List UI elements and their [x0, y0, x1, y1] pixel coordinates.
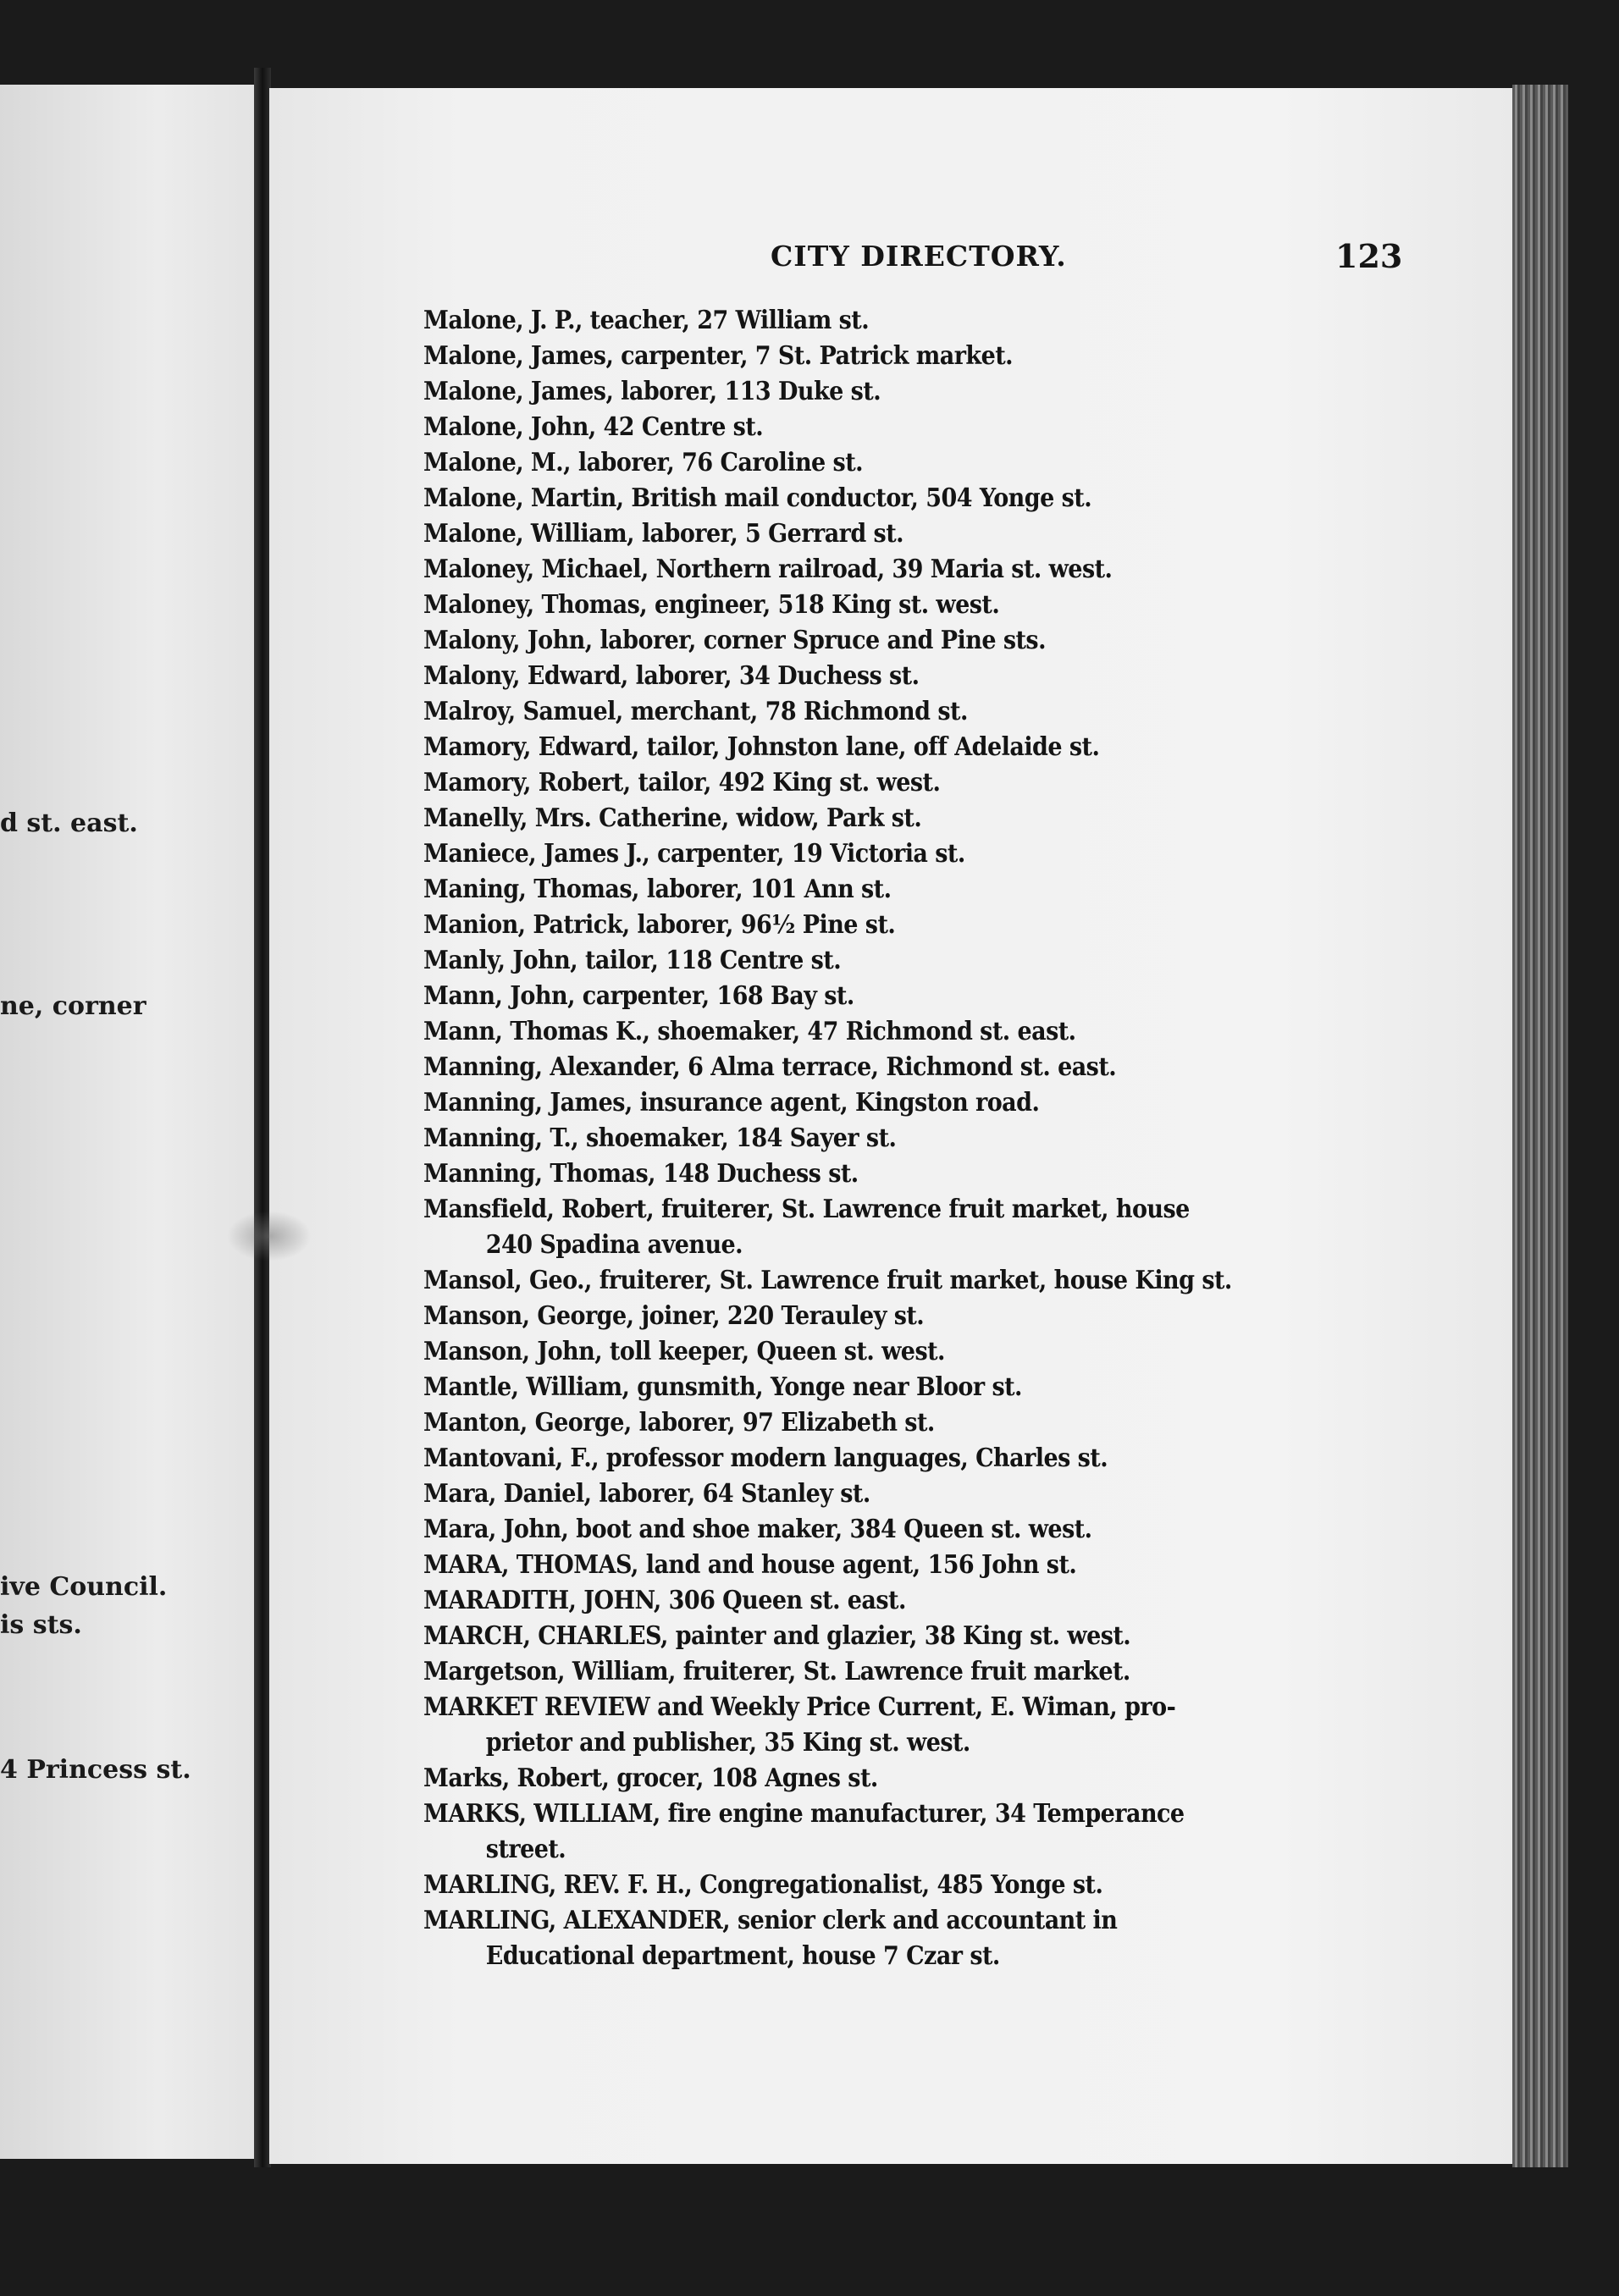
directory-entry — [423, 979, 1307, 1014]
entry-text: Manion, Patrick, laborer, 96½ Pine st. — [423, 910, 896, 940]
entry-text: Manning, Alexander, 6 Alma terrace, Richmond st. east. — [423, 1052, 1117, 1082]
directory-entry — [423, 1868, 1307, 1903]
facing-page-fragment: d st. east. — [0, 809, 138, 838]
entry-text: Maloney, Michael, Northern railroad, 39 Maria st. west. — [423, 555, 1113, 584]
running-header: CITY DIRECTORY. — [771, 240, 1067, 273]
entry-continuation: street. — [485, 1835, 566, 1864]
entry-text: Malone, John, 42 Centre st. — [423, 412, 764, 442]
entry-text: MARLING, ALEXANDER, senior clerk and accountant in — [423, 1906, 1118, 1935]
facing-page — [0, 85, 264, 2159]
directory-entry — [423, 1085, 1307, 1121]
directory-entry — [423, 303, 1307, 339]
entry-text: MARLING, REV. F. H., Congregationalist, 485 Yonge st. — [423, 1870, 1103, 1900]
directory-entry — [423, 1156, 1307, 1192]
entry-text: Mann, Thomas K., shoemaker, 47 Richmond st. east. — [423, 1017, 1076, 1046]
directory-entry — [423, 588, 1307, 623]
directory-entry — [423, 1299, 1307, 1334]
directory-entry — [423, 1583, 1307, 1619]
directory-entry — [423, 552, 1307, 588]
directory-entry — [423, 801, 1307, 836]
entry-text: Mantle, William, gunsmith, Yonge near Bloor st. — [423, 1372, 1022, 1402]
directory-entry — [423, 623, 1307, 659]
entry-text: Mara, John, boot and shoe maker, 384 Queen st. west. — [423, 1515, 1092, 1544]
entry-text: Malony, John, laborer, corner Spruce and Pine sts. — [423, 626, 1046, 655]
entry-text: Malone, M., laborer, 76 Caroline st. — [423, 448, 864, 477]
directory-entry — [423, 1014, 1307, 1050]
entry-text: Malone, James, carpenter, 7 St. Patrick market. — [423, 341, 1014, 371]
entry-text: MARA, THOMAS, land and house agent, 156 John st. — [423, 1550, 1077, 1580]
directory-entry — [423, 1334, 1307, 1370]
directory-entry — [423, 1263, 1307, 1299]
facing-page-fragment: is sts. — [0, 1610, 82, 1640]
directory-entry — [423, 1050, 1307, 1085]
entry-text: Manning, T., shoemaker, 184 Sayer st. — [423, 1123, 897, 1153]
directory-entry — [423, 730, 1307, 765]
directory-entry — [423, 1690, 1307, 1761]
directory-entry — [423, 872, 1307, 908]
facing-page-fragment: ne, corner — [0, 991, 146, 1021]
entry-text: Mara, Daniel, laborer, 64 Stanley st. — [423, 1479, 870, 1509]
entry-text: Maloney, Thomas, engineer, 518 King st. west. — [423, 590, 1000, 620]
directory-entry — [423, 943, 1307, 979]
directory-entry — [423, 481, 1307, 516]
entry-text: Mamory, Edward, tailor, Johnston lane, off Adelaide st. — [423, 732, 1100, 762]
entry-text: Maniece, James J., carpenter, 19 Victoria st. — [423, 839, 965, 869]
entry-text: Margetson, William, fruiterer, St. Lawrence fruit market. — [423, 1657, 1130, 1686]
entry-text: MARADITH, JOHN, 306 Queen st. east. — [423, 1586, 906, 1615]
directory-entry — [423, 1476, 1307, 1512]
directory-entry — [423, 694, 1307, 730]
thumb-smudge — [227, 1211, 312, 1261]
entry-continuation: prietor and publisher, 35 King st. west. — [485, 1728, 970, 1758]
directory-entry — [423, 1619, 1307, 1654]
entry-text: Manning, Thomas, 148 Duchess st. — [423, 1159, 859, 1189]
entry-text: Manning, James, insurance agent, Kingston road. — [423, 1088, 1040, 1118]
entry-text: Manson, John, toll keeper, Queen st. west. — [423, 1337, 945, 1366]
directory-entry — [423, 1903, 1307, 1974]
entry-text: Maning, Thomas, laborer, 101 Ann st. — [423, 875, 892, 904]
directory-entry — [423, 1192, 1307, 1263]
entry-text: MARKET REVIEW and Weekly Price Current, E. Wiman, pro- — [423, 1692, 1176, 1722]
directory-entry — [423, 1370, 1307, 1405]
directory-entries — [423, 303, 1406, 1974]
directory-entry — [423, 1548, 1307, 1583]
directory-entry — [423, 908, 1307, 943]
entry-text: Mann, John, carpenter, 168 Bay st. — [423, 981, 854, 1011]
entry-text: Mamory, Robert, tailor, 492 King st. west. — [423, 768, 941, 798]
directory-entry — [423, 445, 1307, 481]
page-edges — [1512, 85, 1568, 2167]
entry-text: Mansfield, Robert, fruiterer, St. Lawrence fruit market, house — [423, 1195, 1190, 1224]
directory-entry — [423, 1797, 1307, 1868]
directory-entry — [423, 1121, 1307, 1156]
entry-continuation: Educational department, house 7 Czar st. — [485, 1941, 1000, 1971]
entry-text: Manly, John, tailor, 118 Centre st. — [423, 946, 842, 975]
entry-continuation: 240 Spadina avenue. — [485, 1230, 743, 1260]
directory-entry — [423, 1654, 1307, 1690]
entry-text: Malone, J. P., teacher, 27 William st. — [423, 306, 870, 335]
directory-entry — [423, 339, 1307, 374]
entry-text: Manelly, Mrs. Catherine, widow, Park st. — [423, 803, 922, 833]
book-gutter — [254, 68, 271, 2167]
directory-entry — [423, 1512, 1307, 1548]
entry-text: Mantovani, F., professor modern languages, Charles st. — [423, 1443, 1108, 1473]
page-number: 123 — [1335, 237, 1403, 275]
directory-entry — [423, 374, 1307, 410]
facing-page-fragment: ive Council. — [0, 1572, 168, 1602]
entry-text: MARCH, CHARLES, painter and glazier, 38 King st. west. — [423, 1621, 1131, 1651]
directory-entry — [423, 1441, 1307, 1476]
entry-text: Malone, James, laborer, 113 Duke st. — [423, 377, 881, 406]
entry-text: Manton, George, laborer, 97 Elizabeth st. — [423, 1408, 935, 1438]
entry-text: Malony, Edward, laborer, 34 Duchess st. — [423, 661, 920, 691]
entry-text: Marks, Robert, grocer, 108 Agnes st. — [423, 1763, 878, 1793]
directory-entry — [423, 1761, 1307, 1797]
entry-text: Malone, William, laborer, 5 Gerrard st. — [423, 519, 903, 549]
facing-page-fragment: 4 Princess st. — [0, 1755, 191, 1785]
entry-text: Mansol, Geo., fruiterer, St. Lawrence fruit market, house King st. — [423, 1266, 1232, 1295]
directory-entry — [423, 1405, 1307, 1441]
entry-text: Malone, Martin, British mail conductor, 504 Yonge st. — [423, 483, 1092, 513]
directory-entry — [423, 410, 1307, 445]
directory-entry — [423, 836, 1307, 872]
entry-text: Manson, George, joiner, 220 Terauley st. — [423, 1301, 925, 1331]
entry-text: MARKS, WILLIAM, fire engine manufacturer, 34 Temperance — [423, 1799, 1185, 1829]
entry-text: Malroy, Samuel, merchant, 78 Richmond st. — [423, 697, 968, 726]
directory-entry — [423, 659, 1307, 694]
directory-entry — [423, 765, 1307, 801]
directory-entry — [423, 516, 1307, 552]
